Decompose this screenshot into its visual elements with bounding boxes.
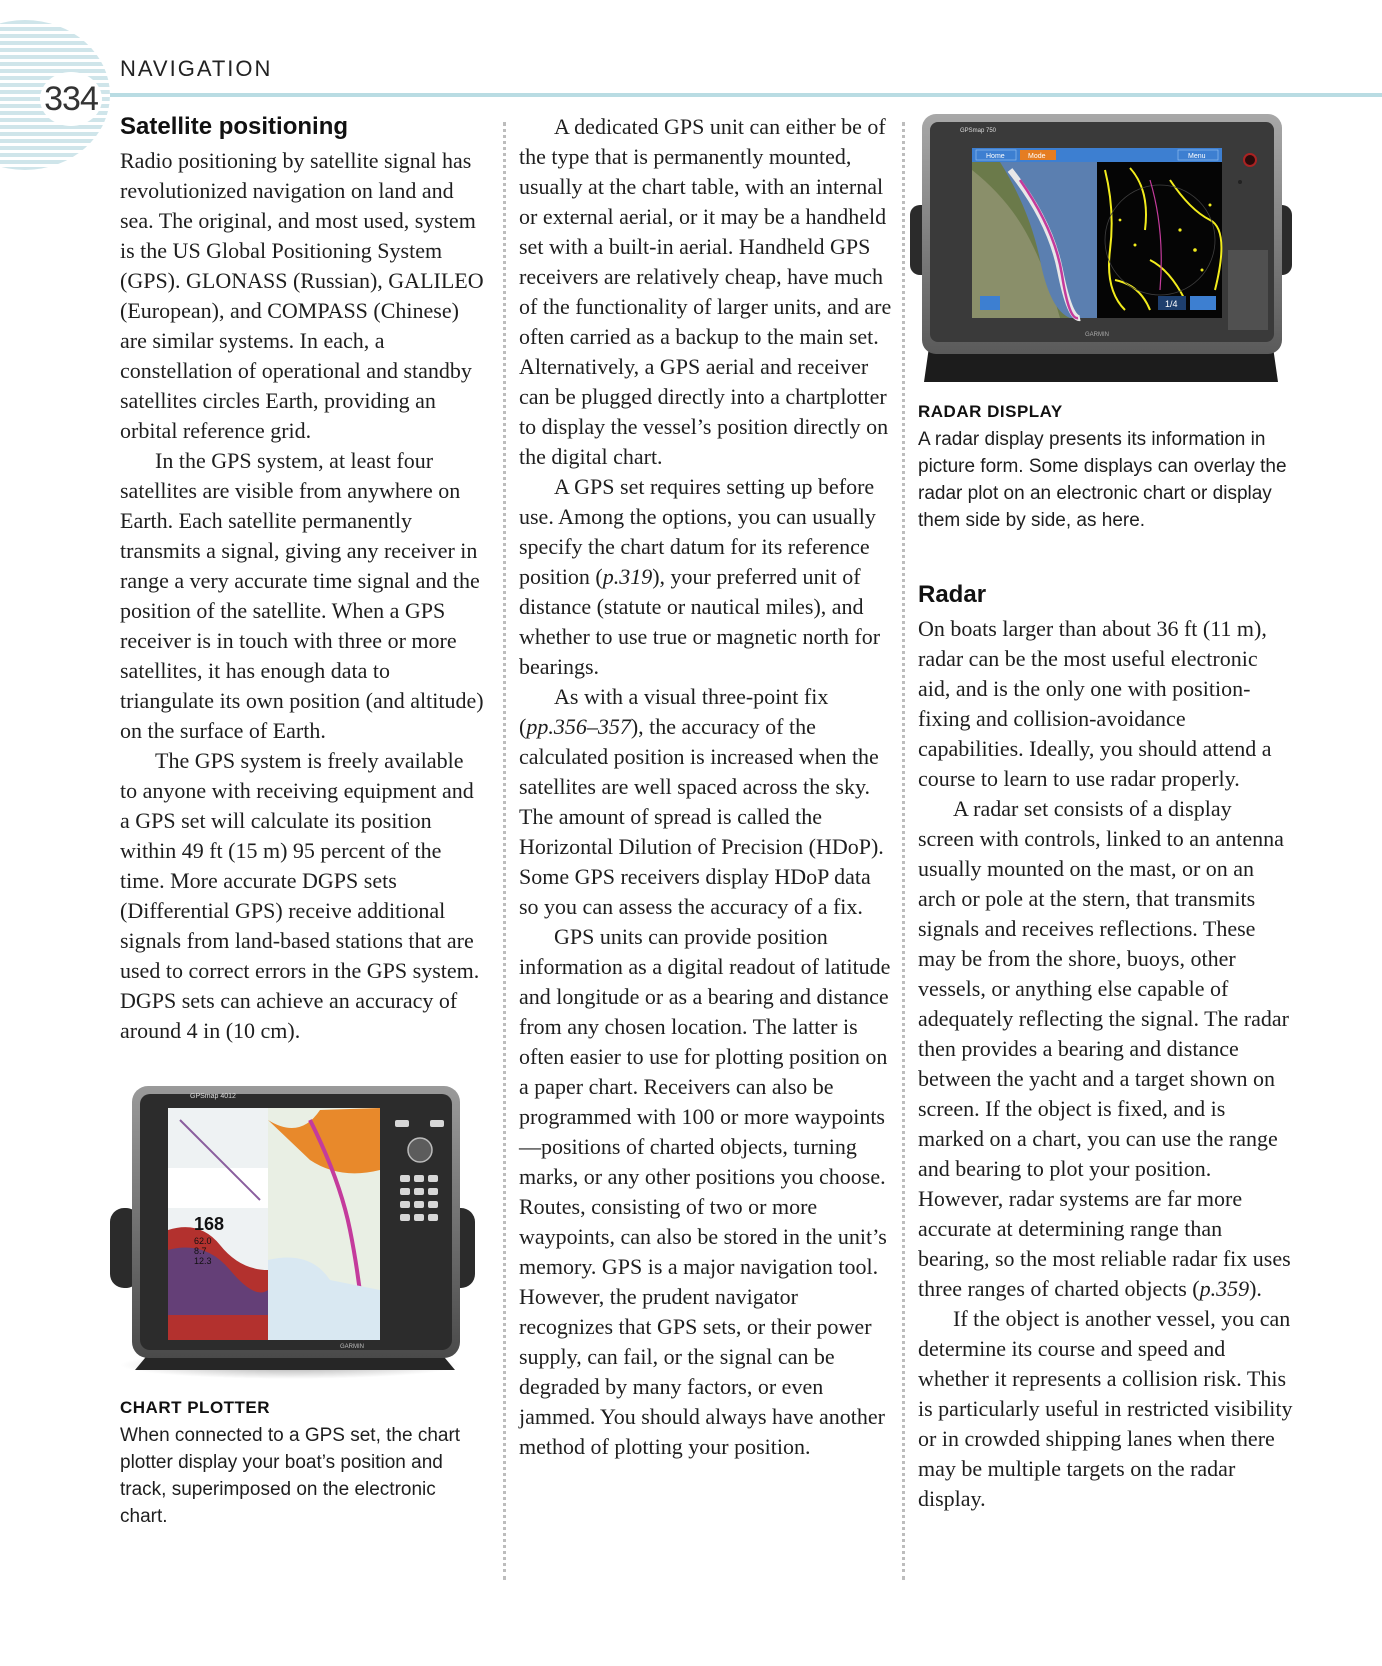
chart-plotter-readout: 168 <box>194 1214 225 1234</box>
page-number: 334 <box>40 72 102 126</box>
radar-tab-home: Home <box>986 153 1005 160</box>
caption-text: A radar display presents its information in picture form. Some displays can overlay the radar plot on an electronic chart or display them side by side, as here. <box>918 429 1287 531</box>
paragraph: If the object is another vessel, you can determine its course and speed and whether it represents a collision risk. This is particularly useful in restricted visibility or in crowded shipping lanes when there may be multiple targets on the radar display. <box>918 1306 1293 1511</box>
caption-title: CHART PLOTTER <box>120 1398 271 1417</box>
chart-plotter-caption <box>120 1396 485 1530</box>
caption-text: When connected to a GPS set, the chart plotter display your boat’s position and track, superimposed on the electronic chart. <box>120 1425 461 1527</box>
paragraph: GPS units can provide position information as a digital readout of latitude and longitude or as a bearing and distance from any chosen location. The latter is often easier to use for plotting position on a paper chart. Receivers can also be programmed with 100 or more waypoints—positions of charted objects, turning marks, or any other positions you choose. Routes, consisting of two or more waypoints, can also be stored in the unit’s memory. GPS is a major navigation tool. However, the prudent navigator recognizes that GPS sets, or their power supply, can fail, or the signal can be degraded by many factors, or even jammed. You should always have another method of plotting your position. <box>519 924 891 1459</box>
section-heading-satellite: Satellite positioning <box>120 113 349 140</box>
radar-range-label: 1/4 <box>1165 299 1178 309</box>
header-rule <box>110 93 1382 97</box>
text-run: ). <box>1249 1276 1262 1301</box>
paragraph: On boats larger than about 36 ft (11 m), radar can be the most useful electronic aid, and is the only one with position-fixing and collision-avoidance capabilities. Ideally, you should attend a course to learn to use radar properly. <box>918 616 1272 791</box>
page-reference[interactable]: p.319 <box>602 564 653 589</box>
page-reference[interactable]: pp.356–357 <box>526 714 631 739</box>
column-divider <box>503 122 506 1580</box>
chart-plotter-subreading: 12.3 <box>194 1256 212 1266</box>
running-head: NAVIGATION <box>120 56 273 81</box>
column-satellite-positioning <box>120 112 485 1530</box>
paragraph <box>519 682 894 922</box>
chart-plotter-maker: GARMIN <box>340 1344 364 1350</box>
text-run: ), your preferred unit of distance (statute or nautical miles), and whether to use true or magnetic north for bearings. <box>519 564 881 679</box>
column-gps-units <box>519 112 894 1462</box>
text-run: A radar set consists of a display screen with controls, linked to an antenna usually mounted on the mast, or on an arch or pole at the stern, that transmits signals and receives reflections. These may be from the shore, buoys, other vessels, or anything else capable of adequately reflecting the signal. The radar then provides a bearing and distance between the yacht and a target shown on screen. If the object is fixed, and is marked on a chart, you can use the range and bearing to plot your position. However, radar systems are far more accurate at determining range than bearing, so the most reliable radar fix uses three ranges of charted objects ( <box>918 796 1291 1301</box>
radar-display-figure <box>918 110 1293 400</box>
text-run: ), the accuracy of the calculated position is increased when the satellites are well spaced across the sky. The amount of spread is called the Horizontal Dilution of Precision (HDoP). Some GPS receivers display HDoP data so you can assess the accuracy of a fix. <box>519 714 884 919</box>
paragraph: A dedicated GPS unit can either be of the type that is permanently mounted, usually at the chart table, with an internal or external aerial, or it may be a handheld set with a built-in aerial. Handheld GPS receivers are relatively cheap, have much of the functionality of larger units, and are often carried as a backup to the main set. Alternatively, a GPS aerial and receiver can be plugged directly into a chartplotter to display the vessel’s position directly on the digital chart. <box>519 114 892 469</box>
column-radar <box>918 112 1293 1514</box>
chart-plotter-subreading: 8.7 <box>194 1246 207 1256</box>
radar-tab-menu: Menu <box>1188 153 1206 160</box>
radar-display-image <box>910 110 1295 400</box>
section-heading-radar: Radar <box>918 581 987 608</box>
paragraph <box>918 794 1293 1304</box>
paragraph <box>519 472 894 682</box>
chart-plotter-brand: GPSmap 4012 <box>190 1093 236 1100</box>
text-run: As with a visual three-point fix ( <box>519 684 829 739</box>
paragraph: In the GPS system, at least four satellites are visible from anywhere on Earth. Each satellite permanently transmits a signal, giving any receiver in range a very accurate time signal and the position of the satellite. When a GPS receiver is in touch with three or more satellites, it has enough data to triangulate its own position (and altitude) on the surface of Earth. <box>120 448 484 743</box>
chart-plotter-image <box>110 1080 475 1380</box>
text-run: A GPS set requires setting up before use. Among the options, you can usually specify the chart datum for its reference position ( <box>519 474 876 589</box>
caption-title: RADAR DISPLAY <box>918 402 1063 421</box>
column-divider <box>902 122 905 1580</box>
radar-display-caption <box>918 400 1293 534</box>
paragraph: The GPS system is freely available to anyone with receiving equipment and a GPS set will calculate its position within 49 ft (15 m) 95 percent of the time. More accurate DGPS sets (Differential GPS) receive additional signals from land-based stations that are used to correct errors in the GPS system. DGPS sets can achieve an accuracy of around 4 in (10 cm). <box>120 748 480 1043</box>
paragraph: Radio positioning by satellite signal has revolutionized navigation on land and sea. The original, and most used, system is the US Global Positioning System (GPS). GLONASS (Russian), GALILEO (European), and COMPASS (Chinese) are similar systems. In each, a constellation of operational and standby satellites circles Earth, providing an orbital reference grid. <box>120 148 484 443</box>
radar-tab-mode: Mode <box>1028 153 1046 160</box>
chart-plotter-subreading: 62.0 <box>194 1236 212 1246</box>
radar-maker: GARMIN <box>1085 332 1109 338</box>
radar-brand: GPSmap 750 <box>960 128 997 134</box>
chart-plotter-figure <box>120 1080 485 1380</box>
page-reference[interactable]: p.359 <box>1199 1276 1250 1301</box>
